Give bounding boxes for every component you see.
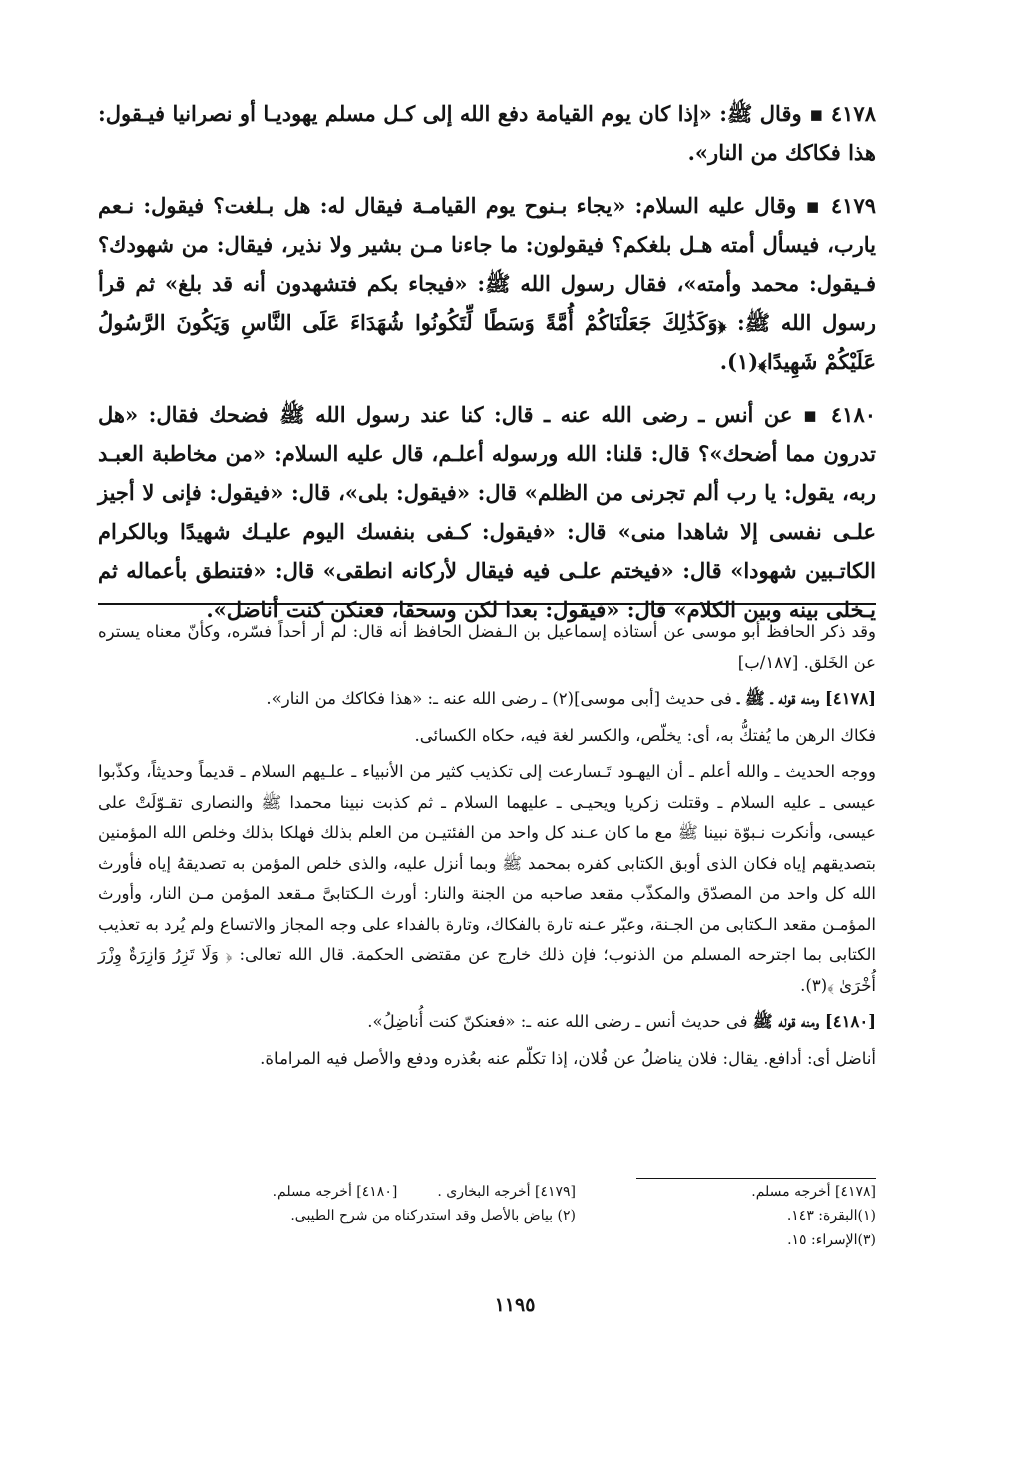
commentary-ref-text: فى حديث أنس ـ رضى الله عنه ـ: «فعنكنّ كنت أُناضِلُ».: [367, 1012, 748, 1031]
commentary-ref-label: [٤١٧٨] ومنه قوله ـ ﷺ ـ: [737, 689, 876, 708]
hadith-number: ٤١٨٠: [830, 402, 877, 427]
footnotes-right-column: [626, 1180, 876, 1252]
hadith-number: ٤١٧٨: [830, 101, 876, 126]
footnotes: [98, 1180, 876, 1270]
commentary-4178: [98, 684, 876, 715]
footnote-item: [٤١٧٨] أخرجه مسلم.: [751, 1184, 876, 1200]
footnotes-left-column: [98, 1180, 576, 1228]
hadith-4180: ٤١٨٠ ▪ عن أنس ـ رضى الله عنه ـ قال: كنا عند رسول الله ﷺ فضحك فقال: «هل تدرون مما أضحك»؟ قال: قلنا: الله ورسوله أعلـم، قال عليه السلام: «من مخاطبة العبـد ربه، يقول: يا رب ألم تجرنى من الظلم» قال: «فيقول: بلى»، قال: «فيقول: فإنى لا أجيز علـى نفسى إلا شاهدا منى» قال: «فيقول: كـفى بنفسك اليوم عليـك شهيدًا وبالكرام الكاتـبين شهودا» قال: «فيختم علـى فيه فيقال لأركانه انطقى» قال: «فتنطق بأعماله ثم يـخلى بينه وبين الكلام» قال: «فيقول: بعدا لكن وسحقا، فعنكن كنت أناضل».: [98, 402, 877, 622]
hadith-text: وقال عليه السلام: «يجاء بـنوح يوم القيامـة فيقال له: هل بـلغت؟ فيقول: نـعم يارب، فيسأل أمته هـل بلغكم؟ فيقولون: ما جاءنا مـن بشير ولا نذير، فيقال: من شهودك؟ فـيقول: محمد وأمته»، فقال رسول الله ﷺ: «فيجاء بكم فتشهدون أنه قد بلغ» ثم قرأ رسول الله ﷺ: ﴿وَكَذَٰلِكَ جَعَلْنَاكُمْ أُمَّةً وَسَطًا لِّتَكُونُوا شُهَدَاءَ عَلَى النَّاسِ وَيَكُونَ الرَّسُولُ عَلَيْكُمْ شَهِيدًا﴾(١).: [98, 193, 876, 374]
commentary-ref-label: [٤١٨٠] ومنه قوله ﷺ: [752, 1012, 876, 1031]
commentary-ref-text: فى حديث [أبى موسى](٢) ـ رضى الله عنه ـ: «هذا فكاكك من النار».: [266, 689, 732, 708]
page-number: ١١٩٥: [494, 1294, 536, 1316]
hadith-text: عن أنس ـ رضى الله عنه ـ قال: كنا عند رسول الله ﷺ فضحك فقال: «هل تدرون مما أضحك»؟ قال: قلنا: الله ورسوله أعلـم، قال عليه السلام: «من مخاطبة العبـد ربه، يقول: يا رب ألم تجرنى من الظلم» قال: «فيقول: بلى»، قال: «فيقول: فإنى لا أجيز علـى نفسى إلا شاهدا منى» قال: «فيقول: كـفى بنفسك اليوم عليـك شهيدًا وبالكرام الكاتـبين شهودا» قال: «فيختم علـى فيه فيقال لأركانه انطقى» قال: «فتنطق بأعماله ثم يـخلى بينه وبين الكلام» قال: «فيقول: بعدا لكن وسحقا، فعنكن كنت أناضل».: [98, 402, 876, 622]
hadith-4178: ٤١٧٨ ▪ وقال ﷺ: «إذا كان يوم القيامة دفع الله إلى كـل مسلم يهوديـا أو نصرانيا فيـقول: هذا فكاكك من النار».: [98, 101, 876, 165]
hadith-text: وقال ﷺ: «إذا كان يوم القيامة دفع الله إلى كـل مسلم يهوديـا أو نصرانيا فيـقول: هذا فكاكك من النار».: [98, 101, 876, 165]
commentary-wajh: ووجه الحديث ـ والله أعلم ـ أن اليهـود تَـسارعت إلى تكذيب كثير من الأنبياء ـ علـيهم السلام ـ قديماً وحديثاً، وكذّبوا عيسى ـ عليه السلام ـ وقتلت زكريا ويحيـى ـ عليهما السلام ـ ثم كذبت نبينا محمدا ﷺ والنصارى تقـوّلَتْ على عيسى، وأنكرت نـبوّة نبينا ﷺ مع ما كان عـند كل واحد من الفئتيـن من العلم بذلك فهلكا بذلك وخلص الله المؤمنين بتصديقهم إياه فكان الذى أوبق الكتابى كفره بمحمد ﷺ وبما أنزل عليه، والذى خلص المؤمن به تصديقهُ إياه فأورث الله كل واحد من المصدّق والمكذّب مقعد صاحبه من الجنة والنار: أورث الـكتابىَّ مـقعد المؤمن مـن النار، وأورث المؤمـن مقعد الـكتابى من الجـنة، وعبّر عـنه تارة بالفكاك، وتارة بالفداء على وجه المجاز والاتساع ولم يُرد به تعذيب الكتابى بما اجترحه المسلم من الذنوب؛ فإن ذلك خارج عن مقتضى الحكمة. قال الله تعالى: ﴿ وَلَا تَزِرُ وَازِرَةٌ وِزْرَ أُخْرَىٰ ﴾(٣).: [98, 762, 876, 995]
commentary-intro: وقد ذكر الحافظ أبو موسى عن أستاذه إسماعيل بن الـفضل الحافظ أنه قال: لم أر أحداً فسّره، وكأنّ معناه يستره عن الخَلق. [١٨٧/ب]: [98, 622, 876, 672]
footnote-item: [٤١٧٩] أخرجه البخارى . [٤١٨٠] أخرجه مسلم.: [272, 1184, 576, 1200]
footnote-item: (٢) بياض بالأصل وقد استدركناه من شرح الطيبى.: [290, 1208, 576, 1224]
hadith-4179: ٤١٧٩ ▪ وقال عليه السلام: «يجاء بـنوح يوم القيامـة فيقال له: هل بـلغت؟ فيقول: نـعم يارب، فيسأل أمته هـل بلغكم؟ فيقولون: ما جاءنا مـن بشير ولا نذير، فيقال: من شهودك؟ فـيقول: محمد وأمته»، فقال رسول الله ﷺ: «فيجاء بكم فتشهدون أنه قد بلغ» ثم قرأ رسول الله ﷺ: ﴿وَكَذَٰلِكَ جَعَلْنَاكُمْ أُمَّةً وَسَطًا لِّتَكُونُوا شُهَدَاءَ عَلَى النَّاسِ وَيَكُونَ الرَّسُولُ عَلَيْكُمْ شَهِيدًا﴾(١).: [98, 193, 877, 374]
section-divider: [98, 603, 876, 605]
footnote-divider: [636, 1178, 876, 1179]
commentary-section: [98, 617, 876, 1080]
hadith-section: [98, 94, 876, 643]
footnote-item: (٣)الإسراء: ١٥.: [787, 1232, 876, 1248]
hadith-number: ٤١٧٩: [830, 193, 877, 218]
commentary-nadil: أناضل أى: أدافع. يقال: فلان يناضلُ عن فُلان، إذا تكلّم عنه بعُذره ودفع والأصل فيه المراماة.: [260, 1048, 876, 1068]
commentary-4180: [98, 1007, 876, 1038]
commentary-fakak: فكاك الرهن ما يُفتكُّ به، أى: يخلّص، والكسر لغة فيه، حكاه الكسائى.: [414, 725, 876, 745]
footnote-item: (١)البقرة: ١٤٣.: [786, 1208, 876, 1224]
